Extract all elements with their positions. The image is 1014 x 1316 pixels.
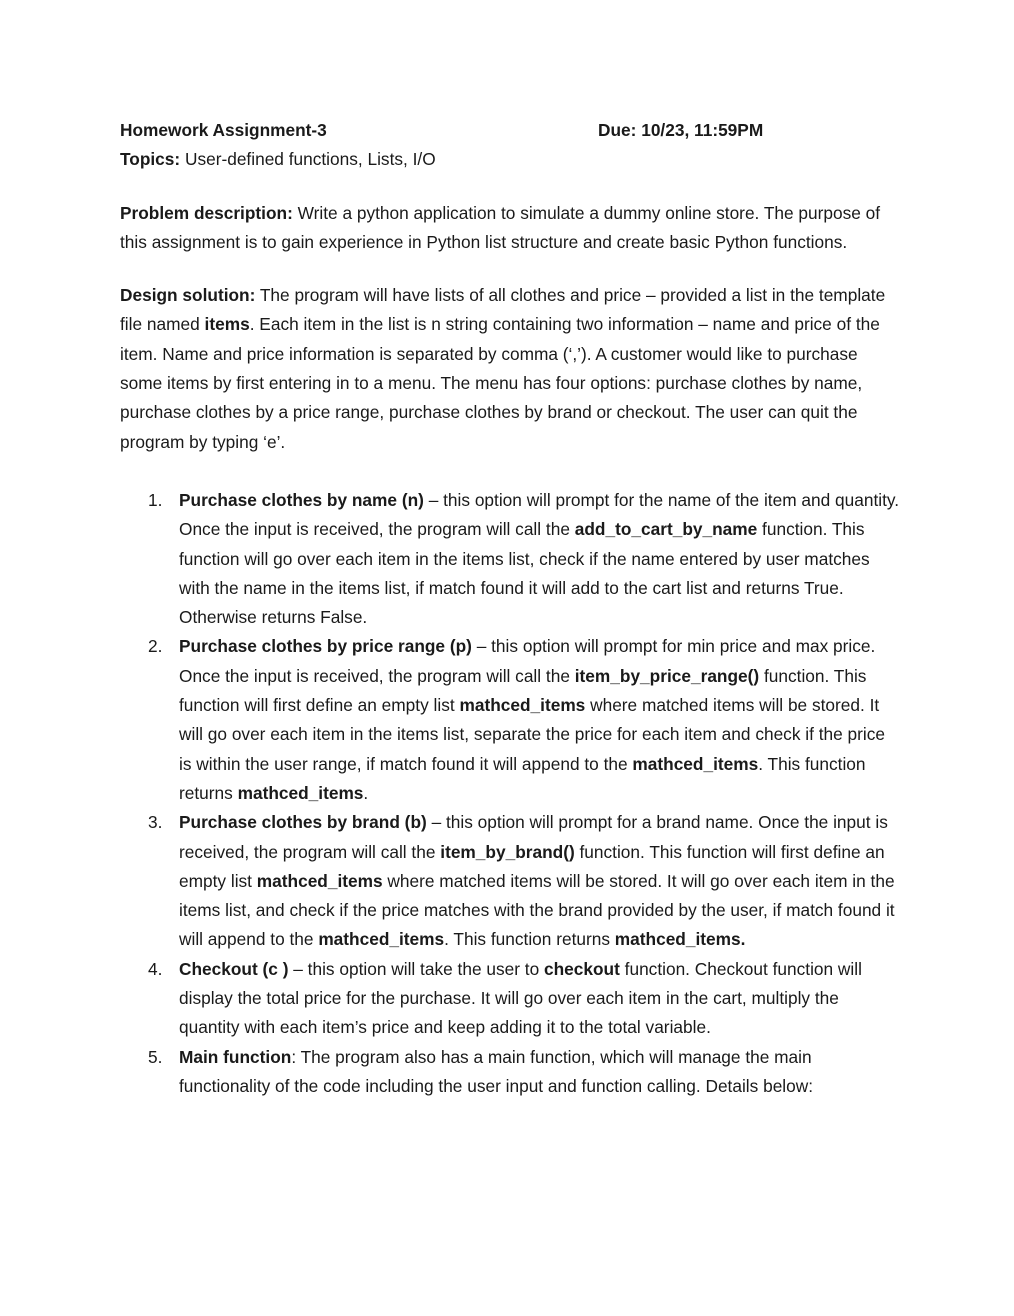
variable-name: mathced_items [318,929,445,950]
design-text-b: . Each item in the list is n string containing two information – name and price of the item. Name and price information is separated by comma (‘,’). A customer would like to purchase some items by first entering in to a menu. The menu has four options: purchase clothes by name, purchase clothes by a price range, purchase clothes by brand or checkout. The user can quit the program by typing ‘e’. [120,314,880,452]
function-name: add_to_cart_by_name [574,519,758,540]
problem-label: Problem description: [120,202,293,223]
list-number: 1. [148,489,163,510]
assignment-title: Homework Assignment-3 [120,120,327,140]
task-text: function. This function will first define an empty list [179,665,867,716]
design-solution [120,281,900,457]
task-text: – this option will prompt for a brand name. Once the input is received, the program will call the [179,812,888,862]
problem-text: Write a python application to simulate a dummy online store. The purpose of this assignment is to gain experience in Python list structure and create basic Python functions. [120,202,881,252]
design-label: Design solution: [120,285,256,306]
variable-name: mathced_items [632,753,759,774]
task-text: . This function returns [179,753,866,803]
function-name: checkout [543,958,620,979]
task-text: – this option will prompt for the name of the item and quantity. Once the input is received, the program will call the [179,489,900,540]
variable-name: mathced_items [237,782,364,803]
task-text: where matched items will be stored. It will go over each item in the items list, and check if the price matches with the brand provided by the user, if match found it will append to the [179,870,895,950]
list-number: 4. [148,958,163,979]
topics-line [120,145,900,174]
function-name: item_by_price_range() [574,665,760,686]
topics-text: User-defined functions, Lists, I/O [180,149,436,170]
task-text: function. This function will go over each item in the items list, check if the name entered by user matches with the name in the items list, if match found it will add to the cart list and returns True. Otherwise returns False. [179,519,870,628]
list-number: 3. [148,812,163,833]
task-list [120,486,900,1101]
variable-name: mathced_items. [614,929,746,950]
list-item [120,808,900,954]
header-row [120,116,900,145]
task-text: function. Checkout function will display the total price for the purchase. It will go over each item in the cart, multiply the quantity with each item’s price and keep adding it to the total variable. [179,958,862,1038]
list-number: 5. [148,1046,163,1067]
due-date: Due: 10/23, 11:59PM [598,120,764,140]
task-label: Purchase clothes by price range (p) [179,636,472,657]
function-name: item_by_brand() [440,841,575,862]
task-text: – this option will take the user to [288,958,544,979]
task-label: Purchase clothes by name (n) [179,489,424,510]
document-page [120,116,900,1101]
task-text: function. This function will first define an empty list [179,841,885,891]
list-item [120,955,900,1043]
list-item [120,632,900,808]
variable-name: mathced_items [256,870,383,891]
design-text-a: The program will have lists of all clothes and price – provided a list in the template file named [120,285,886,335]
problem-description [120,199,900,258]
task-text: : The program also has a main function, which will manage the main functionality of the code including the user input and function calling. Details below: [179,1046,814,1096]
task-text: where matched items will be stored. It will go over each item in the items list, separate the price for each item and check if the price is within the user range, if match found it will append to the [179,695,885,774]
variable-name: mathced_items [459,695,586,716]
task-text: . [363,782,369,803]
task-text: . This function returns [444,929,615,950]
list-item [120,1043,900,1102]
task-text: – this option will prompt for min price and max price. Once the input is received, the program will call the [179,636,876,686]
topics-label: Topics: [120,149,181,170]
list-number: 2. [148,636,163,657]
task-label: Checkout (c ) [179,958,289,979]
task-label: Main function [179,1046,292,1067]
design-items-term: items [204,314,250,335]
list-item [120,486,900,632]
task-label: Purchase clothes by brand (b) [179,812,427,833]
